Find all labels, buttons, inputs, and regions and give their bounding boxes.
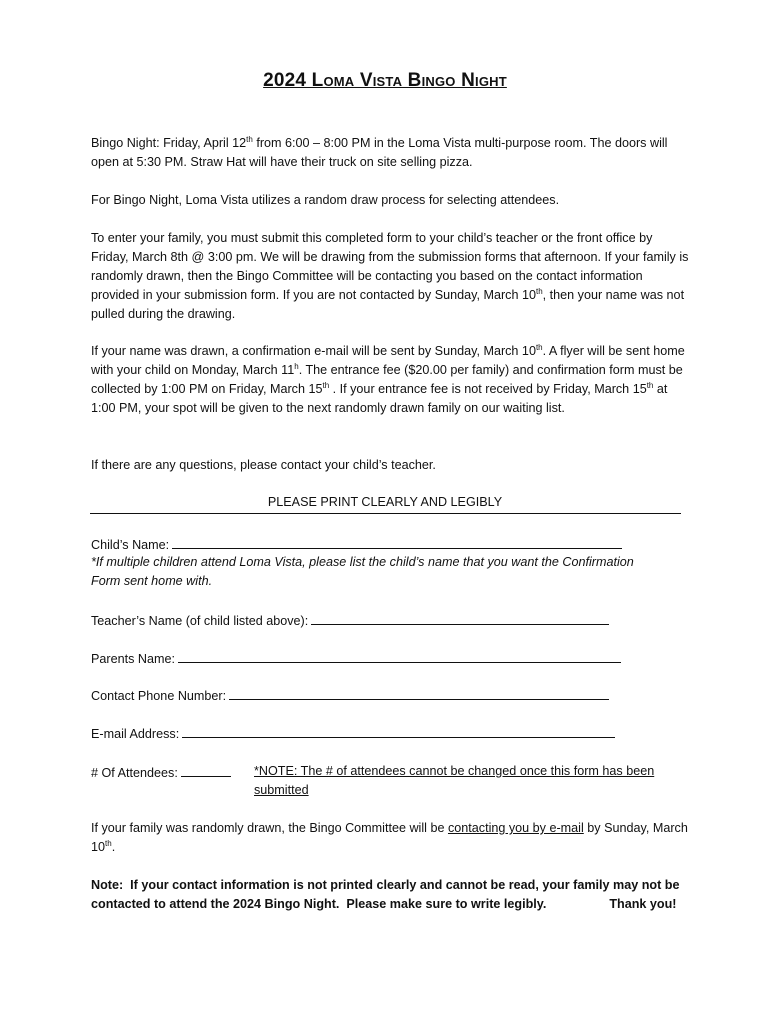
- email-label: E-mail Address:: [91, 727, 180, 741]
- multiple-children-note: *If multiple children attend Loma Vista, please list the child’s name that you want the Confirmation Form sent home with.: [91, 555, 634, 588]
- page-title: 2024 Loma Vista Bingo Night: [263, 70, 507, 91]
- parents-name-field[interactable]: [178, 648, 621, 663]
- email-contact-text-c: .: [111, 840, 116, 854]
- attendees-note: *NOTE: The # of attendees cannot be changed once this form has been submitted: [254, 764, 655, 797]
- confirm-sup-1: th: [535, 342, 543, 352]
- legibility-note: Note: If your contact information is not printed clearly and cannot be read, your family may not be contacted to attend the 2024 Bingo Night. Please make sure to write legibly. Thank you!: [91, 878, 683, 911]
- teacher-name-label: Teacher’s Name (of child listed above):: [91, 614, 309, 628]
- phone-field[interactable]: [229, 685, 609, 700]
- confirm-sup-2: h: [294, 361, 299, 371]
- event-details-text-a: Bingo Night: Friday, April 12: [91, 136, 247, 150]
- questions-paragraph: If there are any questions, please contact your child’s teacher.: [91, 458, 436, 472]
- entry-instructions-paragraph: [91, 229, 691, 324]
- parents-name-row: [91, 648, 621, 669]
- email-row: [91, 723, 615, 744]
- email-contact-paragraph: [91, 819, 691, 857]
- confirmation-paragraph: [91, 342, 691, 418]
- email-contact-text-a: If your family was randomly drawn, the Bingo Committee will be: [91, 821, 448, 835]
- email-contact-underline: contacting you by e-mail: [447, 821, 584, 835]
- confirm-text-c: . The entrance fee ($20.00 per family) and confirmation form must be collected by 1:00 PM on Friday, March 15: [91, 363, 683, 396]
- teacher-name-row: [91, 610, 609, 631]
- event-details-text-b: from 6:00 – 8:00 PM in the Loma Vista multi-purpose room. The doors will open at 5:30 PM. Straw Hat will have their truck on site selling pizza.: [91, 136, 668, 169]
- confirm-text-a: If your name was drawn, a confirmation e-mail will be sent by Sunday, March 10: [91, 344, 536, 358]
- teacher-name-field[interactable]: [311, 610, 609, 625]
- child-name-row: [91, 534, 622, 555]
- confirm-text-b: . A flyer will be sent home with your child on Monday, March 11: [91, 344, 685, 377]
- phone-label: Contact Phone Number:: [91, 689, 227, 703]
- parents-name-label: Parents Name:: [91, 652, 175, 666]
- event-details-paragraph: [91, 134, 691, 172]
- print-clearly-heading: PLEASE PRINT CLEARLY AND LEGIBLY: [267, 495, 503, 509]
- email-field[interactable]: [182, 723, 615, 738]
- event-details-sup: th: [246, 134, 253, 144]
- child-name-label: Child’s Name:: [91, 538, 170, 552]
- email-contact-sup: th: [105, 838, 112, 848]
- section-divider: [90, 513, 681, 514]
- random-draw-paragraph: For Bingo Night, Loma Vista utilizes a random draw process for selecting attendees.: [91, 193, 560, 207]
- attendees-field[interactable]: [181, 762, 231, 777]
- email-contact-text-b: by Sunday, March 10: [91, 821, 688, 854]
- entry-sup: th: [535, 286, 543, 296]
- attendees-row: [91, 762, 231, 783]
- confirm-text-d: . If your entrance fee is not received by Friday, March 15: [329, 382, 647, 396]
- entry-text-b: , then your name was not pulled during the drawing.: [91, 288, 685, 321]
- child-name-field[interactable]: [172, 534, 622, 549]
- confirm-sup-4: th: [646, 380, 654, 390]
- entry-text-a: To enter your family, you must submit this completed form to your child’s teacher or the front office by Friday, March 8th @ 3:00 pm. We will be drawing from the submission forms that afternoon. If your family is randomly drawn, then the Bingo Committee will be contacting you based on the contact information provided in your submission form. If you are not contacted by Sunday, March 10: [91, 231, 689, 302]
- confirm-text-e: at 1:00 PM, your spot will be given to the next randomly drawn family on our waiting list.: [91, 382, 668, 415]
- phone-row: [91, 685, 609, 706]
- attendees-label: # Of Attendees:: [91, 766, 178, 780]
- confirm-sup-3: th: [322, 380, 330, 390]
